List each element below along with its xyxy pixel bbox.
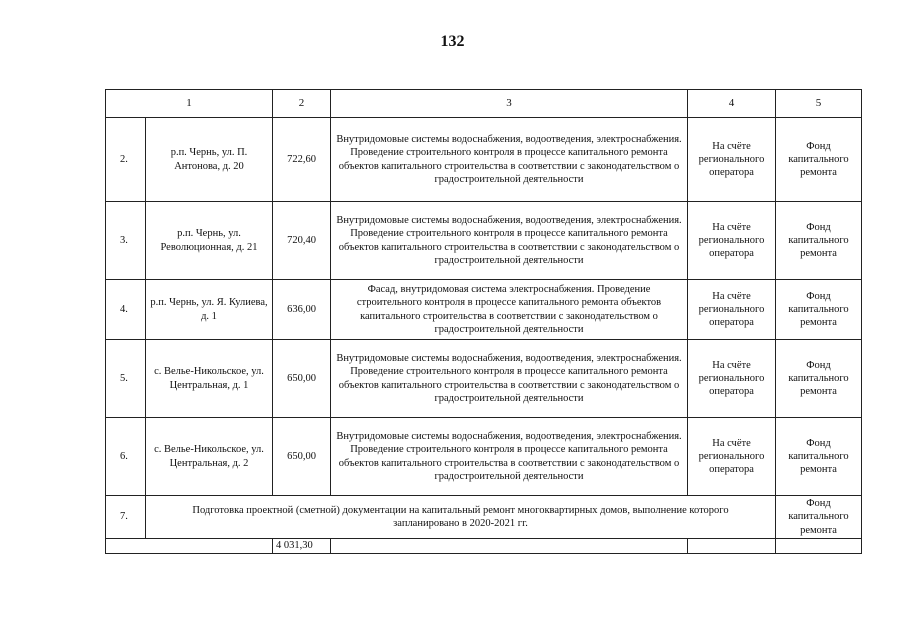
row-address: р.п. Чернь, ул. Революционная, д. 21: [146, 202, 273, 280]
row-number: 6.: [106, 418, 146, 496]
table-row: [106, 280, 862, 340]
row-cost: 720,40: [273, 202, 331, 280]
works-table: [105, 89, 862, 554]
table-row: [106, 202, 862, 280]
table-row: [106, 496, 862, 539]
row-work-description: Внутридомовые системы водоснабжения, водоотведения, электроснабжения. Проведение строительного контроля в процессе капитального ремонта объектов капитального строительства в соответствии с законодательством о градостроительной деятельности: [331, 118, 688, 202]
row-address: с. Велье-Никольское, ул. Центральная, д. 2: [146, 418, 273, 496]
row-number: 5.: [106, 340, 146, 418]
row-address: с. Велье-Никольское, ул. Центральная, д. 1: [146, 340, 273, 418]
total-empty-cell: [106, 539, 273, 554]
row-cost: 636,00: [273, 280, 331, 340]
row-number: 7.: [106, 496, 146, 539]
row-number: 4.: [106, 280, 146, 340]
row-account: На счёте регионального оператора: [688, 202, 776, 280]
row-funding-source: Фонд капитального ремонта: [776, 496, 862, 539]
row-work-description: Внутридомовые системы водоснабжения, водоотведения, электроснабжения. Проведение строительного контроля в процессе капитального ремонта объектов капитального строительства в соответствии с законодательством о градостроительной деятельности: [331, 340, 688, 418]
header-col-2: 2: [273, 90, 331, 118]
row-cost: 722,60: [273, 118, 331, 202]
total-cost: 4 031,30: [273, 539, 331, 554]
row-work-description: Фасад, внутридомовая система электроснабжения. Проведение строительного контроля в процессе капитального ремонта объектов капитального строительства в соответствии с законодательством о градостроительной деятельности: [331, 280, 688, 340]
total-row: [106, 539, 862, 554]
total-empty-cell: [331, 539, 688, 554]
header-col-5: 5: [776, 90, 862, 118]
header-col-3: 3: [331, 90, 688, 118]
row-funding-source: Фонд капитального ремонта: [776, 340, 862, 418]
table-row: [106, 118, 862, 202]
row-account: На счёте регионального оператора: [688, 340, 776, 418]
page-number: 132: [440, 33, 465, 50]
row-work-description: Подготовка проектной (сметной) документации на капитальный ремонт многоквартирных домов, выполнение которого запланировано в 2020-2021 гг.: [146, 496, 776, 539]
row-funding-source: Фонд капитального ремонта: [776, 202, 862, 280]
header-col-1: 1: [106, 90, 273, 118]
table-header-row: [106, 90, 862, 118]
row-funding-source: Фонд капитального ремонта: [776, 280, 862, 340]
table-row: [106, 418, 862, 496]
total-empty-cell: [688, 539, 776, 554]
row-work-description: Внутридомовые системы водоснабжения, водоотведения, электроснабжения. Проведение строительного контроля в процессе капитального ремонта объектов капитального строительства в соответствии с законодательством о градостроительной деятельности: [331, 418, 688, 496]
total-empty-cell: [776, 539, 862, 554]
row-account: На счёте регионального оператора: [688, 418, 776, 496]
row-number: 3.: [106, 202, 146, 280]
row-number: 2.: [106, 118, 146, 202]
row-work-description: Внутридомовые системы водоснабжения, водоотведения, электроснабжения. Проведение строительного контроля в процессе капитального ремонта объектов капитального строительства в соответствии с законодательством о градостроительной деятельности: [331, 202, 688, 280]
row-funding-source: Фонд капитального ремонта: [776, 418, 862, 496]
header-col-4: 4: [688, 90, 776, 118]
row-address: р.п. Чернь, ул. Я. Кулиева, д. 1: [146, 280, 273, 340]
row-cost: 650,00: [273, 418, 331, 496]
table-row: [106, 340, 862, 418]
row-account: На счёте регионального оператора: [688, 118, 776, 202]
row-cost: 650,00: [273, 340, 331, 418]
row-account: На счёте регионального оператора: [688, 280, 776, 340]
row-funding-source: Фонд капитального ремонта: [776, 118, 862, 202]
row-address: р.п. Чернь, ул. П. Антонова, д. 20: [146, 118, 273, 202]
